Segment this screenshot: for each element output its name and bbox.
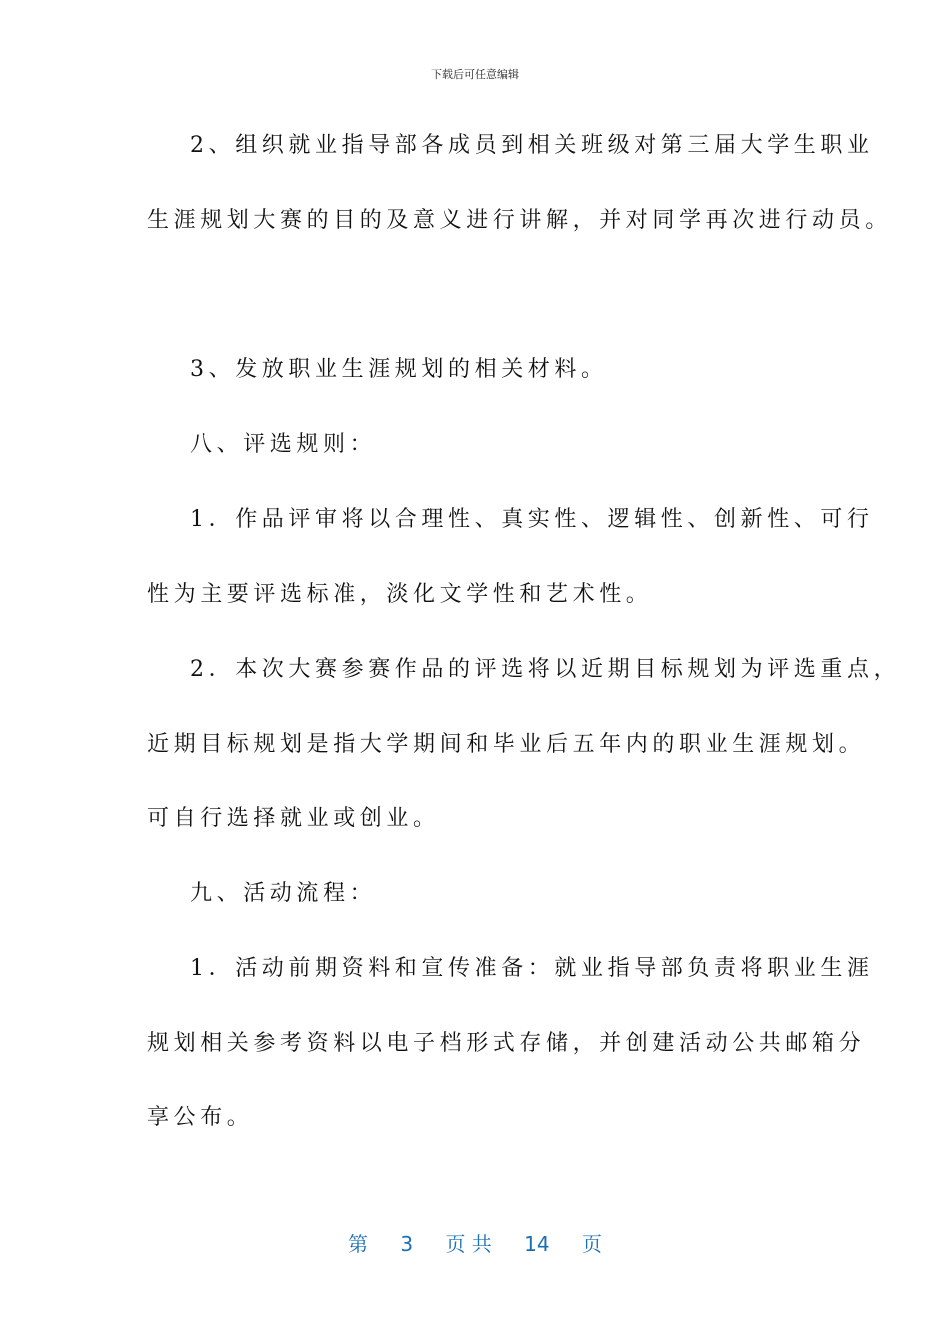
body-line: 可自行选择就业或创业。 bbox=[147, 806, 440, 831]
body-line: 3、发放职业生涯规划的相关材料。 bbox=[190, 357, 608, 382]
body-line: 享公布。 bbox=[147, 1105, 254, 1130]
body-line: 2、组织就业指导部各成员到相关班级对第三届大学生职业 bbox=[190, 133, 874, 158]
footer-page-number: 3 bbox=[400, 1232, 414, 1256]
footer-prefix: 第 bbox=[348, 1232, 368, 1256]
body-line: 近期目标规划是指大学期间和毕业后五年内的职业生涯规划。 bbox=[147, 732, 866, 757]
page-header: 下载后可任意编辑 bbox=[431, 68, 519, 81]
body-line: 1．活动前期资料和宣传准备：就业指导部负责将职业生涯 bbox=[190, 956, 874, 981]
body-line: 规划相关参考资料以电子档形式存储，并创建活动公共邮箱分 bbox=[147, 1031, 866, 1056]
footer-suffix: 页 bbox=[581, 1232, 602, 1256]
body-line: 1．作品评审将以合理性、真实性、逻辑性、创新性、可行 bbox=[190, 507, 874, 532]
section-heading: 九、活动流程： bbox=[190, 881, 377, 906]
page-footer bbox=[0, 1228, 950, 1257]
footer-middle: 页 共 bbox=[445, 1232, 492, 1256]
body-line: 生涯规划大赛的目的及意义进行讲解，并对同学再次进行动员。 bbox=[147, 208, 892, 233]
section-heading: 八、评选规则： bbox=[190, 432, 377, 457]
footer-total-pages: 14 bbox=[524, 1232, 550, 1256]
body-line: 2．本次大赛参赛作品的评选将以近期目标规划为评选重点， bbox=[190, 657, 901, 682]
body-line: 性为主要评选标准，淡化文学性和艺术性。 bbox=[147, 582, 653, 607]
